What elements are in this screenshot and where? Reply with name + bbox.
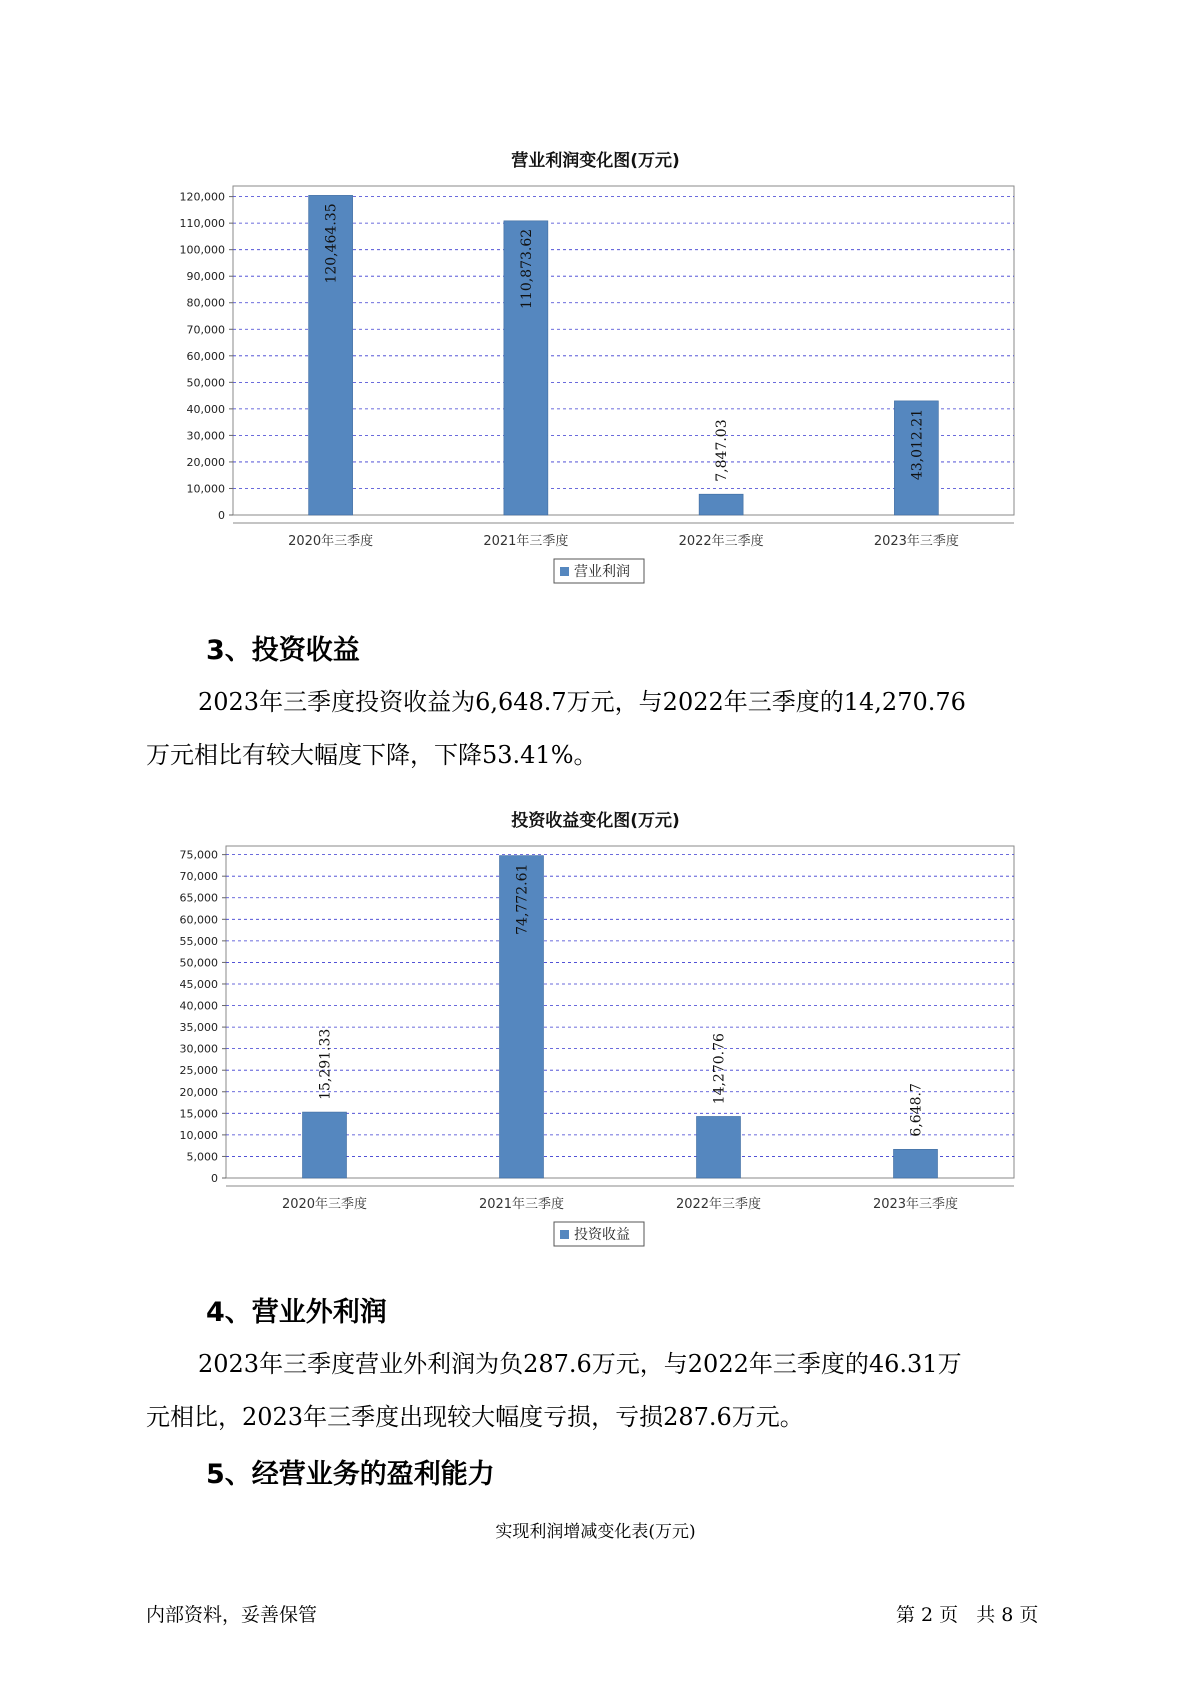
y-tick-label: 100,000 [179, 243, 225, 257]
data-label: 7,847.03 [714, 419, 731, 482]
operating-profit-chart-title: 营业利润变化图(万元) [511, 151, 680, 171]
investment-income-chart-title: 投资收益变化图(万元) [511, 811, 680, 831]
bar [894, 1149, 938, 1178]
y-tick-label: 80,000 [186, 296, 225, 310]
bar [303, 1112, 347, 1178]
x-tick-label: 2022年三季度 [678, 534, 764, 549]
y-tick-label: 20,000 [179, 1085, 218, 1099]
section-heading-investment: 3、投资收益 [206, 635, 360, 666]
paragraph-non-operating [146, 1338, 1046, 1444]
y-tick-label: 10,000 [186, 482, 225, 496]
operating-profit-chart [0, 170, 1191, 590]
x-tick-label: 2023年三季度 [873, 534, 959, 549]
investment-income-chart [0, 830, 1191, 1250]
paragraph-line: 万元相比有较大幅度下降，下降53.41%。 [146, 741, 598, 769]
data-label: 43,012.21 [909, 408, 926, 481]
footer-page-indicator [896, 1600, 1044, 1627]
data-label: 15,291.33 [317, 1028, 334, 1100]
legend-swatch [560, 1230, 569, 1239]
y-tick-label: 120,000 [179, 190, 225, 204]
y-tick-label: 50,000 [186, 376, 225, 390]
data-label: 14,270.76 [711, 1033, 728, 1105]
y-tick-label: 60,000 [179, 913, 218, 927]
bar [697, 1116, 741, 1178]
y-tick-label: 30,000 [179, 1042, 218, 1056]
y-tick-label: 60,000 [186, 349, 225, 363]
y-tick-label: 55,000 [179, 934, 218, 948]
data-label: 120,464.35 [323, 203, 340, 284]
legend-label: 营业利润 [574, 564, 630, 580]
y-tick-label: 0 [211, 1172, 218, 1185]
page-number: 2 [921, 1604, 934, 1626]
total-label-prefix: 共 [976, 1604, 996, 1626]
x-tick-label: 2021年三季度 [483, 534, 569, 549]
paragraph-investment [146, 676, 1046, 782]
legend-swatch [560, 567, 569, 576]
bar [699, 494, 743, 515]
page-label-prefix: 第 [896, 1604, 916, 1626]
x-tick-label: 2020年三季度 [288, 534, 374, 549]
legend-label: 投资收益 [574, 1227, 630, 1243]
section-heading-non-operating: 4、营业外利润 [206, 1297, 387, 1328]
data-label: 6,648.7 [908, 1083, 925, 1137]
y-tick-label: 70,000 [186, 323, 225, 337]
y-tick-label: 30,000 [186, 429, 225, 443]
y-tick-label: 50,000 [179, 956, 218, 970]
y-tick-label: 35,000 [179, 1021, 218, 1035]
y-tick-label: 45,000 [179, 977, 218, 991]
x-tick-label: 2022年三季度 [675, 1197, 762, 1212]
paragraph-line: 2023年三季度营业外利润为负287.6万元，与2022年三季度的46.31万 [198, 1350, 962, 1378]
y-tick-label: 40,000 [179, 999, 218, 1013]
y-tick-label: 65,000 [179, 891, 218, 905]
y-tick-label: 40,000 [186, 402, 225, 416]
page-label: 页 [939, 1604, 959, 1626]
y-tick-label: 15,000 [179, 1107, 218, 1121]
y-tick-label: 90,000 [186, 270, 225, 284]
y-tick-label: 70,000 [179, 870, 218, 884]
x-tick-label: 2021年三季度 [478, 1197, 565, 1212]
data-label: 74,772.61 [514, 863, 531, 935]
total-pages: 8 [1001, 1604, 1014, 1626]
y-tick-label: 10,000 [179, 1128, 218, 1142]
data-label: 110,873.62 [518, 228, 535, 309]
y-tick-label: 20,000 [186, 455, 225, 469]
y-tick-label: 5,000 [186, 1150, 218, 1164]
paragraph-line: 元相比，2023年三季度出现较大幅度亏损，亏损287.6万元。 [146, 1403, 804, 1431]
y-tick-label: 0 [218, 509, 225, 522]
y-tick-label: 110,000 [179, 217, 225, 231]
y-tick-label: 25,000 [179, 1064, 218, 1078]
total-label-suffix: 页 [1019, 1604, 1039, 1626]
x-tick-label: 2020年三季度 [281, 1197, 368, 1212]
y-tick-label: 75,000 [179, 848, 218, 862]
x-tick-label: 2023年三季度 [872, 1197, 959, 1212]
section-heading-profitability: 5、经营业务的盈利能力 [206, 1459, 495, 1490]
footer-confidential-note: 内部资料，妥善保管 [146, 1604, 318, 1626]
paragraph-line: 2023年三季度投资收益为6,648.7万元，与2022年三季度的14,270.76 [198, 688, 966, 716]
table-caption: 实现利润增减变化表(万元) [495, 1522, 696, 1542]
